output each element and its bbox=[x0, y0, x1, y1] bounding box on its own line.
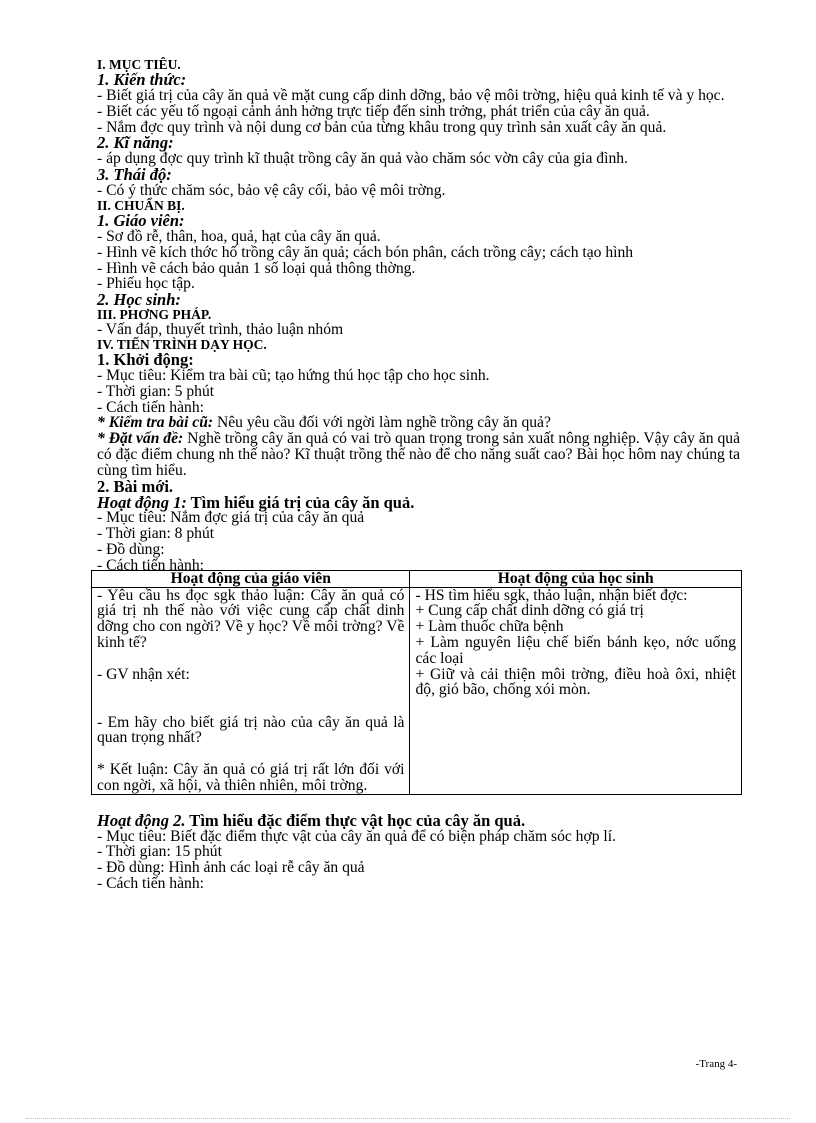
activity-1-title: Tìm hiểu giá trị của cây ăn quả. bbox=[186, 492, 415, 512]
subheading-students: 2. Học sinh: bbox=[97, 290, 181, 310]
section-heading-method: III. PHƠNG PHÁP. bbox=[97, 307, 212, 323]
paragraph: - Hình vẽ cách bảo quản 1 số loại quả thông thờng. bbox=[97, 259, 416, 277]
section-heading-preparation: II. CHUẨN BỊ. bbox=[97, 197, 185, 213]
paragraph-problem bbox=[97, 431, 740, 478]
table-header-teacher: Hoạt động của giáo viên bbox=[92, 570, 410, 587]
activity-2-title: Tìm hiểu đặc điểm thực vật học của cây ăn quả. bbox=[185, 810, 526, 830]
teacher-cell bbox=[92, 587, 410, 794]
paragraph: - Có ý thức chăm sóc, bảo vệ cây cối, bảo vệ môi trờng. bbox=[97, 182, 446, 200]
paragraph: - Cách tiến hành: bbox=[97, 874, 204, 892]
table-row bbox=[92, 587, 742, 794]
paragraph: - Đồ dùng: Hình ảnh các loại rễ cây ăn quả bbox=[97, 859, 365, 877]
document-page bbox=[97, 58, 740, 892]
paragraph: - Thời gian: 15 phút bbox=[97, 843, 222, 861]
activity-1-heading bbox=[97, 492, 740, 512]
page-edge-divider bbox=[26, 1118, 790, 1119]
paragraph: - Mục tiêu: Biết đặc điểm thực vật của cây ăn quả để có biện pháp chăm sóc hợp lí. bbox=[97, 827, 616, 845]
paragraph: - Nắm đợc quy trình và nội dung cơ bản của từng khâu trong quy trình sản xuất cây ăn quả. bbox=[97, 118, 667, 136]
cell-text: - Yêu cầu hs đọc sgk thảo luận: Cây ăn quả có giá trị nh thế nào với việc cung cấp chất dinh dỡng cho con ngời? Về y học? Về môi trờng? Về kinh tế? bbox=[97, 586, 405, 651]
problem-label: * Đặt vấn đề: bbox=[97, 430, 184, 448]
section-heading-process: IV. TIẾN TRÌNH DẠY HỌC. bbox=[97, 336, 267, 352]
activity-2-label: Hoạt động 2. bbox=[97, 810, 186, 830]
paragraph: - Mục tiêu: Nắm đợc giá trị của cây ăn quả bbox=[97, 509, 365, 527]
activity-2-heading bbox=[97, 810, 740, 830]
paragraph: - Cách tiến hành: bbox=[97, 398, 204, 416]
cell-text: + Làm thuốc chữa bệnh bbox=[415, 618, 564, 636]
page-number: -Trang 4- bbox=[695, 1058, 737, 1070]
paragraph: - Hình vẽ kích thớc hố trồng cây ăn quả; cách bón phân, cách trồng cây; cách tạo hình bbox=[97, 243, 634, 261]
cell-text: - HS tìm hiểu sgk, thảo luận, nhận biết đợc: bbox=[415, 586, 688, 604]
paragraph: - Đồ dùng: bbox=[97, 540, 165, 558]
review-text: Nêu yêu cầu đối với ngời làm nghề trồng cây ăn quả? bbox=[213, 414, 551, 432]
cell-text: - Em hãy cho biết giá trị nào của cây ăn quả là quan trọng nhất? bbox=[97, 713, 405, 747]
paragraph-review bbox=[97, 415, 740, 431]
paragraph: - Mục tiêu: Kiểm tra bài cũ; tạo hứng thú học tập cho học sinh. bbox=[97, 366, 490, 384]
subheading-warmup: 1. Khởi động: bbox=[97, 349, 194, 369]
student-cell bbox=[410, 587, 742, 794]
cell-text: + Cung cấp chất dinh dỡng có giá trị bbox=[415, 602, 644, 620]
paragraph: - Vấn đáp, thuyết trình, thảo luận nhóm bbox=[97, 321, 344, 339]
subheading-attitude: 3. Thái độ: bbox=[97, 165, 172, 185]
paragraph: - Phiếu học tập. bbox=[97, 275, 195, 293]
subheading-skills: 2. Kĩ năng: bbox=[97, 133, 174, 153]
cell-text: + Làm nguyên liệu chế biến bánh kẹo, nớc uống các loại bbox=[415, 633, 736, 667]
subheading-new-lesson: 2. Bài mới. bbox=[97, 476, 174, 496]
paragraph: - Thời gian: 8 phút bbox=[97, 525, 215, 543]
table-header-students: Hoạt động của học sinh bbox=[410, 570, 742, 587]
paragraph: - Biết các yếu tố ngoại cảnh ảnh hởng trực tiếp đến sinh trởng, phát triển của cây ăn quả. bbox=[97, 102, 650, 120]
paragraph: - Biết giá trị của cây ăn quả về mặt cung cấp dinh dỡng, bảo vệ môi trờng, hiệu quả kinh tế và y học. bbox=[97, 87, 725, 104]
cell-text: + Giữ và cải thiện môi trờng, điều hoà ôxi, nhiệt độ, gió bão, chống xói mòn. bbox=[415, 665, 736, 699]
activity-1-label: Hoạt động 1: bbox=[97, 492, 187, 512]
subheading-teacher: 1. Giáo viên: bbox=[97, 210, 185, 230]
paragraph: - áp dụng đợc quy trình kĩ thuật trồng cây ăn quả vào chăm sóc vờn cây của gia đình. bbox=[97, 150, 628, 168]
section-heading-objectives: I. MỤC TIÊU. bbox=[97, 57, 181, 72]
cell-text: * Kết luận: Cây ăn quả có giá trị rất lớn đối với con ngời, xã hội, và thiên nhiên, môi trờng. bbox=[97, 761, 405, 794]
activity-table bbox=[91, 570, 742, 795]
subheading-knowledge: 1. Kiến thức: bbox=[97, 70, 187, 89]
paragraph: - Cách tiến hành: bbox=[97, 557, 204, 570]
review-label: * Kiểm tra bài cũ: bbox=[97, 414, 214, 432]
paragraph: - Thời gian: 5 phút bbox=[97, 382, 215, 400]
problem-text: Nghề trồng cây ăn quả có vai trò quan trọng trong sản xuất nông nghiệp. Vậy cây ăn quả có đặc điểm chung nh thế nào? Kĩ thuật trồng thế nào để cho năng suất cao? Bài học hôm nay chúng ta cùng tìm hiểu. bbox=[97, 430, 740, 479]
paragraph: - Sơ đồ rễ, thân, hoa, quả, hạt của cây ăn quả. bbox=[97, 227, 381, 245]
cell-text: - GV nhận xét: bbox=[97, 665, 190, 683]
